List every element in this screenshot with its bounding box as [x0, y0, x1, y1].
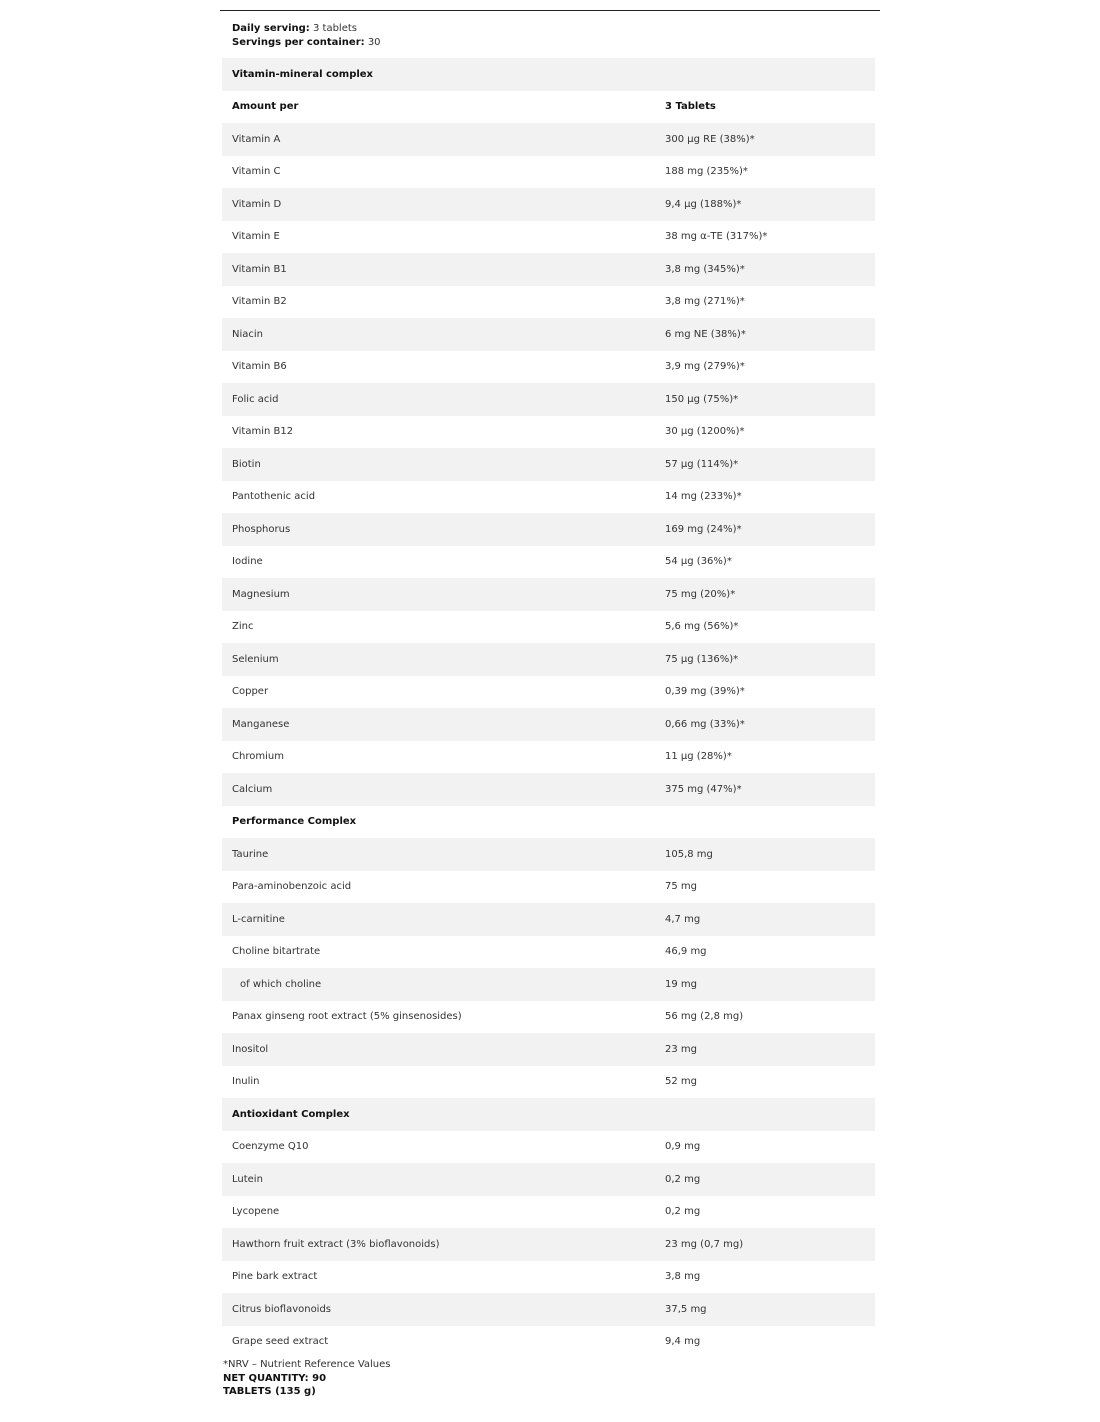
net-quantity: NET QUANTITY: 90 — [223, 1372, 327, 1384]
nutrient-name: Biotin — [232, 458, 261, 470]
nutrient-name: Vitamin-mineral complex — [232, 68, 374, 80]
nutrient-name: Calcium — [232, 783, 273, 795]
nutrient-amount: 3,8 mg — [665, 1271, 701, 1283]
section-header-row — [222, 806, 875, 839]
nutrient-name: Vitamin A — [232, 133, 281, 145]
nutrient-name: Vitamin B1 — [232, 263, 287, 275]
nutrient-name: Pantothenic acid — [232, 491, 316, 503]
nutrient-name: Folic acid — [232, 393, 279, 405]
nutrient-amount: 52 mg — [665, 1076, 697, 1088]
nutrient-amount: 0,9 mg — [665, 1141, 701, 1153]
nutrient-amount: 150 μg (75%)* — [665, 393, 739, 405]
table-row — [222, 741, 875, 774]
tablets-weight: TABLETS (135 g) — [223, 1386, 316, 1397]
table-row — [222, 903, 875, 936]
nutrient-name: Vitamin B6 — [232, 361, 287, 373]
table-row — [222, 188, 875, 221]
section-header-row — [222, 1098, 875, 1131]
nutrient-name: Inositol — [232, 1043, 269, 1055]
table-row — [222, 1261, 875, 1294]
nutrient-amount: 0,2 mg — [665, 1173, 701, 1185]
nutrient-name: Copper — [232, 686, 269, 698]
nutrient-amount: 75 mg (20%)* — [665, 588, 736, 600]
nutrient-name: Amount per — [232, 101, 299, 113]
table-row — [222, 156, 875, 189]
daily-serving-value: 3 tablets — [309, 23, 357, 34]
nutrient-amount: 0,2 mg — [665, 1206, 701, 1218]
table-row — [222, 253, 875, 286]
nutrient-amount: 23 mg (0,7 mg) — [665, 1238, 744, 1250]
nutrient-name: Panax ginseng root extract (5% ginsenosides) — [232, 1011, 462, 1023]
nutrient-name: Antioxidant Complex — [232, 1108, 350, 1120]
table-row — [222, 1326, 875, 1359]
section-header-row — [222, 91, 875, 124]
nutrient-name: Lycopene — [232, 1206, 280, 1218]
nutrient-name: Magnesium — [232, 588, 290, 600]
nutrient-amount: 11 μg (28%)* — [665, 751, 732, 763]
nutrient-amount: 188 mg (235%)* — [665, 166, 748, 178]
table-row — [222, 1163, 875, 1196]
table-row — [222, 1196, 875, 1229]
table-row — [222, 708, 875, 741]
table-row — [222, 838, 875, 871]
table-row — [222, 221, 875, 254]
section-header-row — [222, 58, 875, 91]
nutrient-name: Grape seed extract — [232, 1336, 329, 1348]
nutrient-name: Phosphorus — [232, 523, 291, 535]
table-row — [222, 773, 875, 806]
nutrient-name: Pine bark extract — [232, 1271, 318, 1283]
nutrient-name: of which choline — [240, 978, 322, 990]
table-row — [222, 1131, 875, 1164]
nutrient-name: Iodine — [232, 556, 263, 568]
nutrient-name: Vitamin D — [232, 198, 282, 210]
table-row — [222, 481, 875, 514]
table-row — [222, 871, 875, 904]
top-divider — [220, 10, 880, 11]
nutrient-amount: 46,9 mg — [665, 946, 707, 958]
nutrient-amount: 37,5 mg — [665, 1303, 707, 1315]
nutrient-name: Vitamin C — [232, 166, 281, 178]
nutrient-amount: 57 μg (114%)* — [665, 458, 739, 470]
nutrient-amount: 19 mg — [665, 978, 697, 990]
nutrient-amount: 38 mg α-TE (317%)* — [665, 231, 768, 243]
nutrient-amount: 5,6 mg (56%)* — [665, 621, 739, 633]
footer-notes — [223, 1358, 391, 1399]
table-row — [222, 643, 875, 676]
nutrient-name: Citrus bioflavonoids — [232, 1303, 332, 1315]
table-row — [222, 1033, 875, 1066]
nutrient-amount: 4,7 mg — [665, 913, 701, 925]
nutrient-amount: 54 μg (36%)* — [665, 556, 732, 568]
nutrient-amount: 75 mg — [665, 881, 697, 893]
nutrient-amount: 23 mg — [665, 1043, 697, 1055]
nutrient-name: Vitamin E — [232, 231, 280, 243]
nutrient-amount: 375 mg (47%)* — [665, 783, 742, 795]
nutrient-name: Selenium — [232, 653, 279, 665]
serving-info — [232, 22, 381, 50]
nutrient-name: Choline bitartrate — [232, 946, 321, 958]
nutrient-name: Coenzyme Q10 — [232, 1141, 309, 1153]
nutrient-name: Manganese — [232, 718, 290, 730]
table-row — [222, 578, 875, 611]
nutrient-name: Taurine — [232, 848, 269, 860]
nutrient-name: L-carnitine — [232, 913, 285, 925]
table-row — [222, 1228, 875, 1261]
nutrient-amount: 3,9 mg (279%)* — [665, 361, 745, 373]
table-row — [222, 351, 875, 384]
nutrient-amount: 0,39 mg (39%)* — [665, 686, 745, 698]
nutrient-amount: 6 mg NE (38%)* — [665, 328, 746, 340]
nrv-note: *NRV – Nutrient Reference Values — [223, 1359, 391, 1370]
table-row — [222, 1066, 875, 1099]
table-row — [222, 123, 875, 156]
nutrient-name: Vitamin B12 — [232, 426, 294, 438]
nutrient-amount: 75 μg (136%)* — [665, 653, 739, 665]
table-row — [222, 676, 875, 709]
table-row — [222, 1293, 875, 1326]
servings-per-container — [232, 36, 381, 50]
nutrient-amount: 169 mg (24%)* — [665, 523, 742, 535]
table-row — [222, 448, 875, 481]
table-row — [222, 383, 875, 416]
table-row — [222, 936, 875, 969]
nutrient-amount: 30 μg (1200%)* — [665, 426, 745, 438]
nutrient-name: Niacin — [232, 328, 264, 340]
table-row — [222, 546, 875, 579]
nutrient-amount: 14 mg (233%)* — [665, 491, 742, 503]
nutrient-amount: 300 μg RE (38%)* — [665, 133, 755, 145]
servings-per-container-label: Servings per container: — [232, 37, 365, 48]
nutrient-name: Hawthorn fruit extract (3% bioflavonoids) — [232, 1238, 440, 1250]
nutrient-name: Performance Complex — [232, 816, 357, 828]
table-row — [222, 513, 875, 546]
table-row — [222, 416, 875, 449]
nutrient-name: Para-aminobenzoic acid — [232, 881, 352, 893]
nutrient-name: Inulin — [232, 1076, 260, 1088]
nutrient-amount: 9,4 mg — [665, 1336, 701, 1348]
table-row — [222, 611, 875, 644]
nutrient-amount: 3,8 mg (345%)* — [665, 263, 745, 275]
nutrient-amount: 0,66 mg (33%)* — [665, 718, 745, 730]
table-row — [222, 968, 875, 1001]
table-row — [222, 286, 875, 319]
table-row — [222, 318, 875, 351]
nutrient-name: Vitamin B2 — [232, 296, 287, 308]
nutrition-table — [222, 58, 875, 1358]
servings-per-container-value: 30 — [364, 37, 381, 48]
nutrient-amount: 3 Tablets — [665, 101, 716, 113]
table-row — [222, 1001, 875, 1034]
nutrient-name: Zinc — [232, 621, 254, 633]
daily-serving-label: Daily serving: — [232, 23, 310, 34]
nutrient-name: Chromium — [232, 751, 284, 763]
nutrient-amount: 9,4 μg (188%)* — [665, 198, 742, 210]
nutrient-amount: 3,8 mg (271%)* — [665, 296, 745, 308]
nutrient-name: Lutein — [232, 1173, 263, 1185]
nutrient-amount: 105,8 mg — [665, 848, 713, 860]
daily-serving — [232, 22, 381, 36]
nutrient-amount: 56 mg (2,8 mg) — [665, 1011, 744, 1023]
